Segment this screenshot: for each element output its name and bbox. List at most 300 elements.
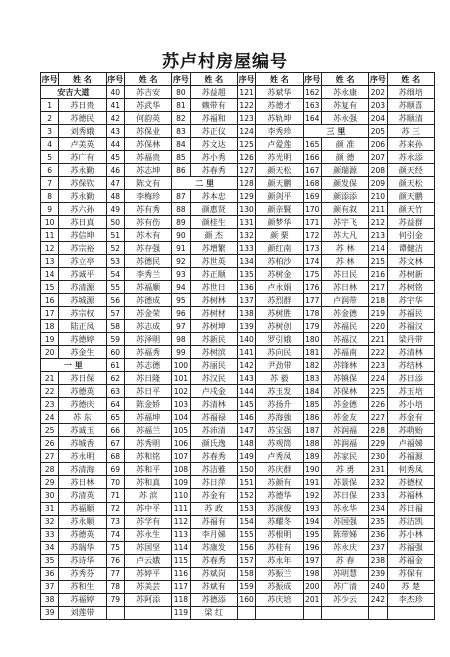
owner-name-cell: 苏广清 (321, 580, 368, 593)
house-number-cell: 208 (369, 164, 387, 177)
house-number-cell: 219 (369, 307, 387, 320)
house-number-cell: 67 (106, 437, 124, 450)
house-number-cell: 12 (41, 242, 59, 255)
house-number-cell: 19 (41, 333, 59, 346)
owner-name-cell: 苏沛清 (190, 424, 237, 437)
header-num: 序号 (304, 74, 321, 84)
house-number-cell: 150 (237, 463, 255, 476)
owner-name-cell: 苏庆群 (256, 463, 303, 476)
table-row (41, 385, 435, 398)
owner-name-cell: 卢戌金 (190, 385, 237, 398)
owner-name-cell: 苏小秀 (190, 151, 237, 164)
owner-name-cell: 苏学有 (124, 515, 171, 528)
house-number-cell: 22 (41, 385, 59, 398)
house-number-cell: 178 (303, 307, 321, 320)
owner-name-cell: 苏德民 (59, 112, 106, 125)
owner-name-cell: 颜 准 (321, 138, 368, 151)
house-number-cell: 18 (41, 320, 59, 333)
table-row (41, 606, 435, 619)
house-number-cell: 42 (106, 112, 124, 125)
owner-name-cell: 苏清林 (190, 398, 237, 411)
house-number-cell: 30 (41, 489, 59, 502)
table-row (41, 580, 435, 593)
house-number-cell: 39 (41, 606, 59, 619)
table-row (41, 125, 435, 138)
house-number-cell: 24 (41, 411, 59, 424)
owner-name-cell: 苏德添 (190, 593, 237, 606)
house-number-cell: 40 (106, 86, 124, 99)
owner-name-cell: 苏永顺 (59, 515, 106, 528)
house-number-cell: 122 (237, 99, 255, 112)
house-number-cell: 153 (237, 502, 255, 515)
owner-name-cell: 苏福秀 (124, 346, 171, 359)
house-number-cell: 156 (237, 541, 255, 554)
house-number-cell: 195 (303, 528, 321, 541)
house-number-cell: 73 (106, 515, 124, 528)
section-header: 三 里 (303, 125, 369, 138)
owner-name-cell: 刘莲带 (59, 606, 106, 619)
owner-name-cell: 苏宗裕 (59, 242, 106, 255)
owner-name-cell: 尹劲带 (256, 359, 303, 372)
house-number-cell: 187 (303, 424, 321, 437)
owner-name-cell: 苏德英 (59, 385, 106, 398)
owner-name-cell: 苏和真 (124, 476, 171, 489)
house-number-cell: 228 (369, 424, 387, 437)
house-number-cell: 36 (41, 567, 59, 580)
owner-name-cell: 卢润带 (321, 294, 368, 307)
house-number-cell: 94 (172, 281, 190, 294)
house-number-cell: 181 (303, 346, 321, 359)
owner-name-cell: 苏立亭 (59, 255, 106, 268)
house-number-cell: 82 (172, 112, 190, 125)
owner-name-cell: 颜天竹 (387, 203, 434, 216)
owner-name-cell: 苏福兰 (124, 424, 171, 437)
owner-name-cell: 颜红南 (256, 242, 303, 255)
owner-name-cell: 苏 春 (321, 554, 368, 567)
owner-name-cell: 苏福源 (387, 450, 434, 463)
house-number-cell: 238 (369, 554, 387, 567)
owner-name-cell: 苏增繁 (190, 242, 237, 255)
owner-name-cell: 苏春秀 (190, 450, 237, 463)
table-row (41, 450, 435, 463)
section-header: 二 里 (172, 177, 238, 190)
owner-name-cell: 卢美英 (59, 138, 106, 151)
house-number-cell: 99 (172, 346, 190, 359)
house-number-cell: 140 (237, 333, 255, 346)
owner-name-cell: 苏春秀 (190, 554, 237, 567)
table-row (41, 515, 435, 528)
owner-name-cell: 何韵英 (124, 112, 171, 125)
owner-name-cell (321, 606, 368, 619)
owner-name-cell: 苏德成 (124, 294, 171, 307)
house-number-cell: 91 (172, 242, 190, 255)
owner-name-cell: 苏烈群 (256, 294, 303, 307)
house-number-cell: 188 (303, 437, 321, 450)
owner-name-cell: 苏诗华 (59, 554, 106, 567)
house-number-cell: 174 (303, 255, 321, 268)
house-number-cell: 28 (41, 463, 59, 476)
owner-name-cell: 苏春秀 (190, 164, 237, 177)
house-number-cell: 185 (303, 398, 321, 411)
owner-name-cell: 苏树铭 (387, 281, 434, 294)
table-row (41, 138, 435, 151)
house-number-cell: 62 (106, 372, 124, 385)
house-number-cell: 233 (369, 489, 387, 502)
owner-name-cell: 卢爱莲 (256, 138, 303, 151)
owner-name-cell: 苏福坤 (124, 411, 171, 424)
owner-name-cell: 苏金德 (321, 398, 368, 411)
owner-name-cell: 苏木有 (124, 229, 171, 242)
owner-name-cell: 颜亲賢 (256, 203, 303, 216)
owner-name-cell: 苏福顺 (59, 502, 106, 515)
house-number-cell: 89 (172, 216, 190, 229)
header-num: 序号 (172, 74, 189, 84)
house-number-cell: 90 (172, 229, 190, 242)
owner-name-cell: 苏小培 (387, 398, 434, 411)
owner-name-cell: 苏金生 (59, 346, 106, 359)
owner-name-cell: 苏日林 (321, 281, 368, 294)
house-number-cell: 151 (237, 476, 255, 489)
house-number-cell: 240 (369, 580, 387, 593)
owner-name-cell: 颜发保 (321, 177, 368, 190)
owner-name-cell: 李秀兰 (124, 268, 171, 281)
owner-name-cell: 苏国强 (321, 515, 368, 528)
house-number-cell: 123 (237, 112, 255, 125)
owner-name-cell: 苏婷平 (124, 567, 171, 580)
owner-name-cell: 苏斌华 (256, 86, 303, 99)
owner-name-cell: 苏颜有 (256, 476, 303, 489)
table-row (41, 164, 435, 177)
owner-name-cell: 苏保业 (124, 125, 171, 138)
table-row (41, 398, 435, 411)
house-number-cell: 8 (41, 190, 59, 203)
table-row (41, 112, 435, 125)
owner-name-cell: 苏保林 (124, 138, 171, 151)
owner-name-cell: 苏武华 (124, 99, 171, 112)
owner-name-cell: 苏 楚 (387, 580, 434, 593)
table-row (41, 333, 435, 346)
house-number-cell: 165 (303, 138, 321, 151)
owner-name-cell: 苏福有 (190, 515, 237, 528)
owner-name-cell: 苏金荣 (124, 307, 171, 320)
owner-name-cell: 苏向民 (256, 346, 303, 359)
owner-name-cell: 苏德华 (256, 489, 303, 502)
owner-name-cell: 苏永庆 (321, 541, 368, 554)
house-number-cell: 1 (41, 99, 59, 112)
table-row (41, 281, 435, 294)
owner-name-cell: 陈带娣 (321, 528, 368, 541)
house-number-cell: 63 (106, 385, 124, 398)
house-number-cell: 213 (369, 229, 387, 242)
owner-name-cell: 苏德才 (256, 99, 303, 112)
owner-name-cell: 苏日民 (321, 268, 368, 281)
house-number-cell: 38 (41, 593, 59, 606)
owner-name-cell: 苏福贵 (124, 151, 171, 164)
house-number-cell: 193 (303, 502, 321, 515)
table-row (41, 177, 435, 190)
owner-name-cell: 苏润福 (321, 437, 368, 450)
house-number-cell: 23 (41, 398, 59, 411)
owner-name-cell: 苏汉民 (190, 372, 237, 385)
house-number-cell: 196 (303, 541, 321, 554)
owner-name-cell (256, 606, 303, 619)
owner-name-cell: 卢云娥 (124, 554, 171, 567)
owner-name-cell: 苏日保 (321, 489, 368, 502)
house-number-cell: 209 (369, 177, 387, 190)
owner-name-cell: 苏日萍 (190, 476, 237, 489)
owner-name-cell: 苏光明 (256, 151, 303, 164)
table-row (41, 372, 435, 385)
owner-name-cell: 苏保有 (387, 567, 434, 580)
owner-name-cell: 苏锋林 (321, 359, 368, 372)
house-number-cell: 13 (41, 255, 59, 268)
owner-name-cell: 苏观筒 (256, 437, 303, 450)
owner-name-cell: 苏柏沙 (256, 255, 303, 268)
owner-name-cell: 苏日林 (59, 476, 106, 489)
owner-name-cell: 苏诚平 (59, 268, 106, 281)
table-row (41, 437, 435, 450)
owner-name-cell: 苏日平 (124, 385, 171, 398)
house-number-cell: 222 (369, 346, 387, 359)
owner-name-cell: 苏金有 (190, 489, 237, 502)
house-number-cell: 137 (237, 294, 255, 307)
owner-name-cell: 颜天鹏 (387, 190, 434, 203)
owner-name-cell: 苏永添 (387, 151, 434, 164)
owner-name-cell: 苏树林 (190, 294, 237, 307)
house-number-cell: 166 (303, 151, 321, 164)
house-number-cell: 216 (369, 268, 387, 281)
owner-name-cell: 苏永勤 (59, 190, 106, 203)
house-number-cell: 152 (237, 489, 255, 502)
house-number-cell: 210 (369, 190, 387, 203)
house-number-cell: 2 (41, 112, 59, 125)
house-number-cell: 225 (369, 385, 387, 398)
house-number-cell: 176 (303, 281, 321, 294)
house-number-cell: 232 (369, 476, 387, 489)
house-number-cell: 235 (369, 515, 387, 528)
house-number-cell: 58 (106, 320, 124, 333)
owner-name-cell: 苏保钦 (59, 177, 106, 190)
table-row (41, 476, 435, 489)
owner-name-cell: 苏振成 (256, 580, 303, 593)
owner-name-cell: 苏日隆 (124, 372, 171, 385)
owner-name-cell: 苏吉安 (124, 86, 171, 99)
house-number-cell: 223 (369, 359, 387, 372)
owner-name-cell: 卢福娣 (387, 437, 434, 450)
house-number-cell: 184 (303, 385, 321, 398)
owner-name-cell: 苏泽明 (124, 333, 171, 346)
house-number-cell: 147 (237, 424, 255, 437)
owner-name-cell: 苏福汉 (321, 333, 368, 346)
house-number-cell: 77 (106, 567, 124, 580)
house-number-cell: 172 (303, 229, 321, 242)
owner-name-cell: 苏树材 (190, 307, 237, 320)
header-name: 姓 名 (256, 73, 303, 86)
house-number-cell: 118 (172, 593, 190, 606)
owner-name-cell: 苏玉培 (387, 385, 434, 398)
house-number-cell: 93 (172, 268, 190, 281)
owner-name-cell: 苏新民 (190, 333, 237, 346)
house-number-cell: 220 (369, 320, 387, 333)
owner-name-cell: 苏德庆 (59, 398, 106, 411)
table-row (41, 489, 435, 502)
house-number-cell: 103 (172, 398, 190, 411)
house-number-cell (237, 606, 255, 619)
house-number-cell: 41 (106, 99, 124, 112)
house-number-cell: 64 (106, 398, 124, 411)
house-number-cell: 37 (41, 580, 59, 593)
house-number-cell: 125 (237, 138, 255, 151)
document-title: 苏卢村房屋编号 (162, 52, 288, 72)
owner-name-cell: 苏景保 (321, 476, 368, 489)
house-number-cell: 29 (41, 476, 59, 489)
house-number-cell: 204 (369, 112, 387, 125)
owner-name-cell: 苏演俊 (256, 502, 303, 515)
house-number-cell: 112 (172, 515, 190, 528)
house-number-cell: 79 (106, 593, 124, 606)
house-number-cell (369, 606, 387, 619)
owner-name-cell: 苏日真 (59, 216, 106, 229)
table-row (41, 541, 435, 554)
owner-name-cell: 苏 三 (387, 125, 434, 138)
owner-name-cell: 苏和生 (59, 580, 106, 593)
owner-name-cell: 颜桂生 (190, 216, 237, 229)
owner-name-cell: 苏中平 (124, 502, 171, 515)
owner-name-cell: 苏城香 (59, 437, 106, 450)
house-number-cell: 95 (172, 294, 190, 307)
owner-name-cell: 苏 东 (59, 411, 106, 424)
house-number-cell: 126 (237, 151, 255, 164)
header-num: 序号 (238, 74, 255, 84)
owner-name-cell: 颜 栗 (256, 229, 303, 242)
house-number-cell: 108 (172, 463, 190, 476)
owner-name-cell: 苏 林 (321, 255, 368, 268)
owner-name-cell: 苏轨坤 (256, 112, 303, 125)
table-row (41, 307, 435, 320)
owner-name-cell: 苏阿添 (124, 593, 171, 606)
owner-name-cell: 苏大凡 (321, 229, 368, 242)
house-number-cell: 57 (106, 307, 124, 320)
house-number-cell: 84 (172, 138, 190, 151)
house-number-cell: 167 (303, 164, 321, 177)
house-number-cell: 124 (237, 125, 255, 138)
owner-name-cell: 苏福林 (387, 489, 434, 502)
owner-name-cell: 苏福民 (387, 307, 434, 320)
owner-name-cell: 苏 林 (321, 242, 368, 255)
owner-name-cell: 苏润福 (321, 424, 368, 437)
house-number-cell: 134 (237, 255, 255, 268)
house-number-cell: 111 (172, 502, 190, 515)
section-header: 一 里 (41, 359, 107, 372)
house-number-cell: 168 (303, 177, 321, 190)
owner-name-cell: 苏树胜 (256, 307, 303, 320)
table-row (41, 86, 435, 99)
owner-name-cell: 谭健洁 (387, 242, 434, 255)
owner-name-cell: 苏存强 (124, 242, 171, 255)
house-number-cell: 198 (303, 567, 321, 580)
owner-name-cell: 苏信坤 (59, 229, 106, 242)
owner-name-cell: 苏福婷 (59, 593, 106, 606)
house-number-cell: 157 (237, 554, 255, 567)
owner-name-cell: 苏六孙 (59, 203, 106, 216)
house-number-cell: 54 (106, 268, 124, 281)
owner-name-cell: 苏益群 (387, 216, 434, 229)
house-number-cell: 158 (237, 567, 255, 580)
owner-name-cell: 苏金有 (387, 411, 434, 424)
table-row (41, 99, 435, 112)
table-row (41, 567, 435, 580)
header-name: 姓 名 (387, 73, 434, 86)
owner-name-cell: 颜瑞源 (321, 164, 368, 177)
owner-name-cell: 颜梦华 (256, 216, 303, 229)
owner-name-cell: 苏扬升 (256, 398, 303, 411)
table-row (41, 294, 435, 307)
house-number-cell: 74 (106, 528, 124, 541)
owner-name-cell: 颜惠贤 (190, 203, 237, 216)
house-number-cell: 3 (41, 125, 59, 138)
owner-name-cell: 苏福强 (387, 541, 434, 554)
table-row (41, 593, 435, 606)
house-number-cell: 144 (237, 385, 255, 398)
owner-name-cell: 李月娣 (190, 528, 237, 541)
house-number-cell: 142 (237, 359, 255, 372)
owner-name-cell: 李秀珍 (256, 125, 303, 138)
owner-name-cell: 颜添添 (321, 190, 368, 203)
table-header-row (41, 73, 435, 86)
owner-name-cell: 苏桂有 (256, 541, 303, 554)
owner-name-cell: 苏福禄 (190, 411, 237, 424)
house-number-cell: 218 (369, 294, 387, 307)
owner-name-cell: 颜 德 (321, 151, 368, 164)
owner-name-cell: 苏和铭 (124, 450, 171, 463)
house-number-cell: 14 (41, 268, 59, 281)
header-name: 姓 名 (190, 73, 237, 86)
house-number-cell: 169 (303, 190, 321, 203)
owner-name-cell: 苏世日 (190, 281, 237, 294)
house-number-cell: 34 (41, 541, 59, 554)
owner-name-cell: 苏 滨 (124, 489, 171, 502)
house-number-cell: 10 (41, 216, 59, 229)
house-number-cell: 145 (237, 398, 255, 411)
house-number-cell: 170 (303, 203, 321, 216)
owner-name-cell: 苏斌有 (190, 580, 237, 593)
house-number-cell: 130 (237, 203, 255, 216)
owner-name-cell: 苏世英 (190, 255, 237, 268)
owner-name-cell: 苏洁凯 (387, 515, 434, 528)
owner-name-cell: 苏金友 (321, 411, 368, 424)
house-number-cell: 186 (303, 411, 321, 424)
owner-name-cell: 苏永康 (321, 86, 368, 99)
owner-name-cell: 苏永勤 (59, 164, 106, 177)
owner-name-cell: 苏明慧 (321, 567, 368, 580)
owner-name-cell: 苏福南 (321, 346, 368, 359)
house-number-cell: 21 (41, 372, 59, 385)
owner-name-cell: 苏 政 (190, 502, 237, 515)
owner-name-cell: 苏秀明 (124, 437, 171, 450)
house-number-cell: 115 (172, 554, 190, 567)
house-number-cell: 217 (369, 281, 387, 294)
owner-name-cell: 苏庆培 (256, 593, 303, 606)
owner-name-cell: 苏结林 (387, 359, 434, 372)
table-row (41, 268, 435, 281)
house-number-cell (303, 606, 321, 619)
owner-name-cell: 陆正凤 (59, 320, 106, 333)
header-name: 姓 名 (321, 73, 368, 86)
house-number-cell: 131 (237, 216, 255, 229)
house-number-cell: 162 (303, 86, 321, 99)
house-number-cell: 215 (369, 255, 387, 268)
house-number-cell: 201 (303, 593, 321, 606)
